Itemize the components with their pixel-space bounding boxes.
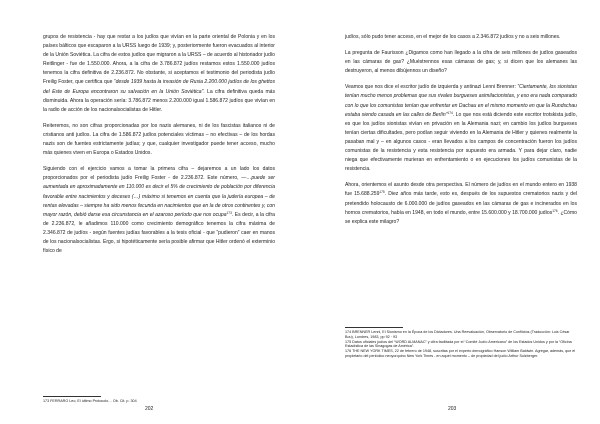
paragraph [43, 33, 275, 115]
paragraph [345, 33, 577, 42]
footnote: 176 THE NEW YORK TIMES, 22 de febrero de 1948, suscritas por el experto demográfico Hanson William Baldwin. Agregar, además, que el propietario del periódico neoyorquino New York Times - en aquel momento – de propiedad del judío Arthur Sulzberger. [345, 349, 576, 358]
page-number-right: 203 [448, 406, 457, 412]
text-run: Siguiendo con el ejercicio vamos a tomar la primera cifra – dejaremos a un lado los datos proporcionados por el periodista judío Freilig Foster - de 2.236.872. Este número, —… [43, 166, 275, 182]
right-footnotes [345, 327, 577, 359]
paragraph [345, 49, 577, 76]
footnote-ref: 174 [447, 110, 453, 115]
footnote: 175 Datos oficiales judíos del “WORD ALMANAC” y cifra facilitada por el “Comité Judío Americano” de los Estados Unidos y por la “Oficina Estadística de las Sinagogas de América”. [345, 339, 572, 349]
text-run: grupos de resistencia - hay que restar a los judíos que vivían en la parte oriental de Polonia y en los países bálticos que escaparon a la URSS luego de 1939; y, posteriormente fueron evacuados al interior de la Unión Soviética. La cifra de estos judíos que migraron a la URSS – de acuerdo al historiador judío Reitlinger - fue de 1.550.000. Ahora, a la cifra de 3.786.872 judíos restamos estos 1.550.000 judíos tenemos la cifra definitiva de 2.236.872. No obstante, si aceptamos el testimonio del periodista judío Freilig Foster, que certifica que [43, 34, 275, 86]
paragraph [345, 83, 577, 174]
paragraph [43, 122, 275, 158]
text-run: Reiteremos, no son cifras proporcionadas por los nazis alemanes, ni de los fascistas italianos ni de cristianos anti judíos. La cifra de 1.586.872 judíos potenciales víctimas – no efectivas – de los hordas nazis son de fuentes estrictamente judías; y que, cualquier investigador puede tener acceso, mucho más quienes viven en Europa o Estados Unidos. [43, 122, 275, 157]
page-number-left: 202 [145, 406, 154, 412]
paragraph [43, 165, 275, 256]
quote-text: puede ser aumentada en aproximadamente en 110.000 es decir el 5% de crecimiento de población por diferencia favorable entre nacimientos y deceses (…) máximo si tenemos en cuenta que la judería europea – de rentas elevadas – siempre ha sido menos fecunda en nacimientos que en la de otros continentes y, con mayor razón, debió darse esa circunstancia en el azaroso período que nos ocupa [43, 175, 275, 218]
paragraph [345, 181, 577, 226]
footnote-rule [43, 396, 101, 397]
text-run: . Lo que nos está diciendo este escritor trotskista judío, es que los judíos sionistas vivían en privación en la Alemania nazi; en cambio los judíos burgueses tenían ciertas dificultades, pero podían seguir viviendo en la Alemania de Hitler y quienes realmente la pasaban mal y – en algunos casos - eran llevados a los campos de concentración fueron los judíos comunistas de la resistencia y esta resistencia por supuesto era armada. Y para dejar claro, nadie niega que efectivamente murieran en enfrentamiento o en ejecuciones los judíos comunistas de la resistencia. [345, 111, 578, 173]
left-page-body [43, 33, 275, 263]
text-run: La pregunta de Faurisson ¿Digamos como han llegado a la cifra de seis millones de judíos gaseados en las cámaras de gas? ¿Muéstrennos esas cámaras de gas; y, si dicen que los alemanes las destruyeron, al menos dibújennos un diseño? [345, 50, 577, 75]
right-page-body [345, 33, 577, 234]
footnote-ref: 173 [226, 210, 232, 215]
text-run: . ¿Cómo se explica este milagro? [345, 209, 577, 225]
footnote-ref: 175 [379, 190, 385, 195]
text-run: judíos, sólo pudo tener acceso, en el mejor de los casos a 2.346.872 judíos y no a seis millones. [345, 34, 561, 40]
right-page [300, 0, 600, 424]
text-run: . Diez años más tarde, esto es, después de los supuestos crematorios nazis y del pretendido holocausto de 6.000.000 de judíos gaseados en las cámaras de gas e incinerados en los hornos crematorios, había en 1948, en todo el mundo, entre 15.600.000 y 18.700.000 judíos [345, 191, 577, 216]
footnote: 173 FERRARO Leo, El último Protocolo… Ob. Cit. p. 304 [43, 399, 137, 403]
text-run: Veamos que nos dice el escritor judío de izquierda y antinazi Lenni Brenner: [345, 84, 518, 91]
text-run: . Es decir, a la cifra de 2.236.872, le añadimos 110.000 como crecimiento demográfico tenemos la cifra máxima de 2.346.872 de judíos - según fuentes judías favorables a la tesis oficial - que “pudieron” caer en manos de los nacionalsocialistas. Ergo, si hipotéticamente sería posible afirmar que Hitler ordenó el exterminio físico de [43, 211, 275, 255]
footnote-ref: 176 [552, 208, 558, 213]
footnote: 174 BRENNER Lenni, El Sionismo en la Época de los Dictadores. Una Reevaluación, Observatorio de Conflictos (Traducción: Luis César Bou), Londres, 1983, pp 92 · 93 [345, 330, 570, 339]
left-footnotes [43, 396, 275, 404]
quote-text: “desde 1939 hasta la invasión de Rusia 2.200.000 judíos de los ghettos del Este de Europa encontraron su salvación en la Unión Soviética” [43, 79, 275, 95]
footnote-rule [345, 327, 403, 328]
quote-text: “Ciertamente, los sionistas tenían mucho menos problemas que sus rivales burgueses asimilacionistas, y eso era nada comparado con lo que los comunistas tenían que enfrentar en Dachau en el mismo momento en que la Rundschau estaba siendo casada en las calles de Berlín” [345, 84, 578, 118]
text-run: . La cifra definitiva queda más disminuida. Ahora la operación sería: 3.786.872 menos 2.200.000 igual 1.586.872 judíos que vivían en la radio de acción de los nacionalsocialistas de Hitler. [43, 88, 275, 113]
text-run: Ahora, orientemos el asunto desde otra perspectiva. El número de judíos en el mundo entero en 1938 fue 15.688.259 [345, 182, 577, 198]
